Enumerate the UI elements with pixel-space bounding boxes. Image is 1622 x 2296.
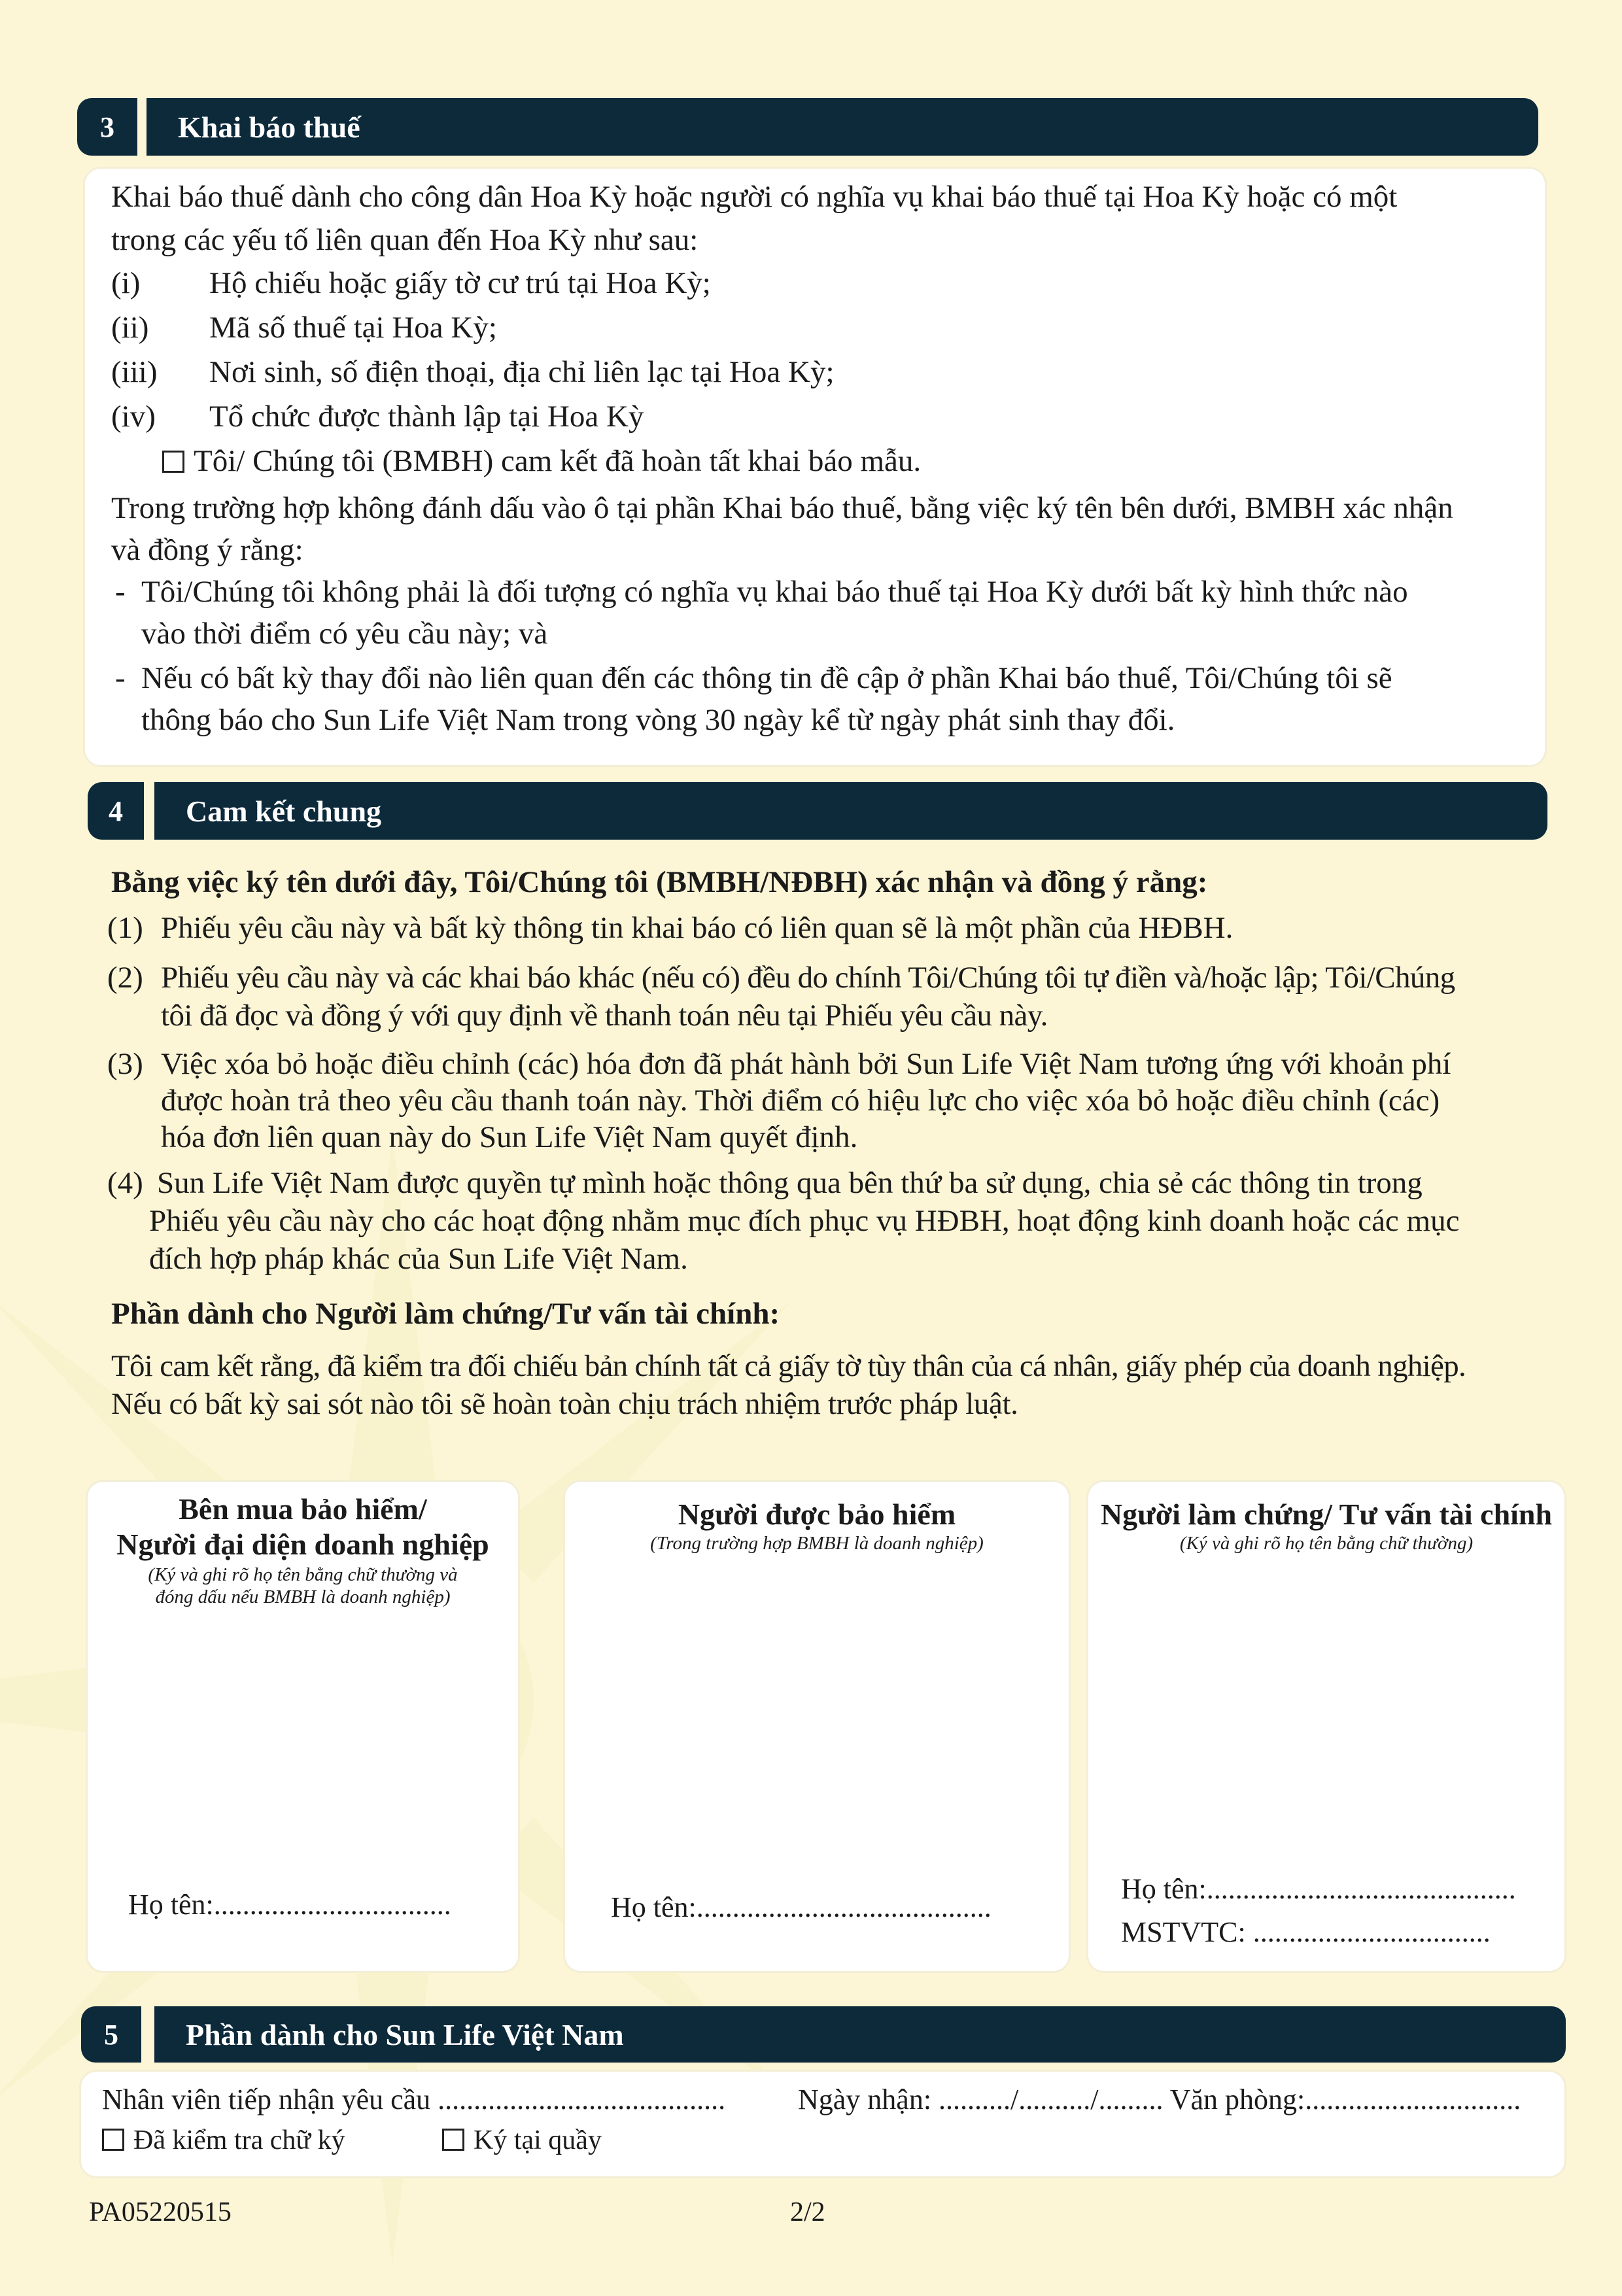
section-4-number: 4: [88, 782, 144, 840]
insured-name-field[interactable]: Họ tên:.........................................: [611, 1891, 992, 1923]
commitment-4-line-3: đích hợp pháp khác của Sun Life Việt Nam.: [149, 1242, 688, 1276]
commitment-3-line-3: hóa đơn liên quan này do Sun Life Việt Nam quyết định.: [161, 1120, 858, 1154]
witness-tax-code-field[interactable]: MSTVTC: .................................: [1121, 1916, 1491, 1948]
section-4-title: Cam kết chung: [154, 782, 1547, 840]
received-date-office-field[interactable]: Ngày nhận: ........../........../......... Văn phòng:..............................: [798, 2083, 1521, 2116]
tax-item-marker: (iii): [111, 355, 158, 389]
buyer-signature-note-line-1: (Ký và ghi rõ họ tên bằng chữ thường và: [148, 1564, 458, 1585]
commitment-2-line-1: Phiếu yêu cầu này và các khai báo khác (nếu có) đều do chính Tôi/Chúng tôi tự điền và/hoặc lập; Tôi/Chúng: [161, 961, 1455, 995]
signature-checked-checkbox[interactable]: [102, 2129, 124, 2151]
signature-checked-label: Đã kiểm tra chữ ký: [133, 2125, 345, 2155]
insured-signature-title: Người được bảo hiểm: [678, 1498, 956, 1531]
buyer-signature-note-line-2: đóng dấu nếu BMBH là doanh nghiệp): [155, 1586, 451, 1607]
buyer-name-field[interactable]: Họ tên:.................................: [128, 1889, 451, 1921]
tax-declaration-checkbox-row[interactable]: [162, 439, 921, 483]
witness-name-field[interactable]: Họ tên:...........................................: [1121, 1873, 1516, 1905]
tax-intro-line-2: trong các yếu tố liên quan đến Hoa Kỳ như sau:: [111, 223, 699, 257]
commitment-3-line-1: Việc xóa bỏ hoặc điều chỉnh (các) hóa đơn đã phát hành bởi Sun Life Việt Nam tương ứng với khoản phí: [161, 1047, 1451, 1081]
tax-declaration-checkbox-label: Tôi/ Chúng tôi (BMBH) cam kết đã hoàn tất khai báo mẫu.: [194, 444, 922, 478]
tax-item-text: Mã số thuế tại Hoa Kỳ;: [209, 311, 497, 345]
witness-signature-note: (Ký và ghi rõ họ tên bằng chữ thường): [1179, 1533, 1474, 1554]
tax-item-text: Nơi sinh, số điện thoại, địa chỉ liên lạc tại Hoa Kỳ;: [209, 355, 835, 389]
signed-at-counter-checkbox[interactable]: [442, 2129, 464, 2151]
buyer-signature-title-line-1: Bên mua bảo hiểm/: [179, 1492, 427, 1526]
tax-bullet-1-line-1: Tôi/Chúng tôi không phải là đối tượng có nghĩa vụ khai báo thuế tại Hoa Kỳ dưới bất kỳ hình thức nào: [141, 575, 1408, 609]
tax-intro-line-1: Khai báo thuế dành cho công dân Hoa Kỳ hoặc người có nghĩa vụ khai báo thuế tại Hoa Kỳ hoặc có một: [111, 180, 1398, 214]
tax-bullet-2-line-1: Nếu có bất kỳ thay đổi nào liên quan đến các thông tin đề cập ở phần Khai báo thuế, Tôi/Chúng tôi sẽ: [141, 661, 1392, 695]
tax-item-text: Hộ chiếu hoặc giấy tờ cư trú tại Hoa Kỳ;: [209, 266, 711, 300]
commitment-marker: (4): [107, 1166, 143, 1200]
receiving-staff-field[interactable]: Nhân viên tiếp nhận yêu cầu ........................................: [102, 2083, 726, 2116]
witness-statement-line-2: Nếu có bất kỳ sai sót nào tôi sẽ hoàn toàn chịu trách nhiệm trước pháp luật.: [111, 1387, 1018, 1421]
buyer-signature-title-line-2: Người đại diện doanh nghiệp: [116, 1528, 489, 1561]
witness-heading: Phần dành cho Người làm chứng/Tư vấn tài chính:: [111, 1297, 780, 1331]
commitment-1-line-1: Phiếu yêu cầu này và bất kỳ thông tin khai báo có liên quan sẽ là một phần của HĐBH.: [161, 911, 1234, 945]
tax-bullet-2-line-2: thông báo cho Sun Life Việt Nam trong vòng 30 ngày kể từ ngày phát sinh thay đổi.: [141, 703, 1175, 737]
section-5-number: 5: [81, 2006, 141, 2063]
commitment-4-line-2: Phiếu yêu cầu này cho các hoạt động nhằm mục đích phục vụ HĐBH, hoạt động kinh doanh hoặc các mục: [149, 1204, 1460, 1238]
commitment-2-line-2: tôi đã đọc và đồng ý với quy định về thanh toán nêu tại Phiếu yêu cầu này.: [161, 999, 1048, 1033]
signature-checked-row[interactable]: [102, 2119, 345, 2162]
page-number: 2/2: [790, 2197, 825, 2227]
insured-signature-note: (Trong trường hợp BMBH là doanh nghiệp): [650, 1533, 984, 1554]
tax-note-line-1: Trong trường hợp không đánh dấu vào ô tại phần Khai báo thuế, bằng việc ký tên bên dưới, BMBH xác nhận: [111, 491, 1453, 525]
tax-item-marker: (i): [111, 266, 141, 300]
tax-declaration-checkbox[interactable]: [162, 451, 184, 473]
tax-note-line-2: và đồng ý rằng:: [111, 533, 303, 567]
bullet-dash: -: [115, 575, 126, 609]
section-3-number: 3: [77, 98, 137, 156]
bullet-dash: -: [115, 661, 126, 695]
tax-item-marker: (iv): [111, 400, 156, 434]
signed-at-counter-row[interactable]: [442, 2119, 602, 2162]
form-code: PA05220515: [89, 2197, 232, 2227]
section-5-title: Phần dành cho Sun Life Việt Nam: [154, 2006, 1566, 2063]
witness-signature-title: Người làm chứng/ Tư vấn tài chính: [1100, 1498, 1553, 1531]
commitment-marker: (3): [107, 1047, 143, 1081]
commitment-marker: (2): [107, 961, 143, 995]
tax-bullet-1-line-2: vào thời điểm có yêu cầu này; và: [141, 617, 548, 651]
commitment-marker: (1): [107, 911, 143, 945]
tax-item-marker: (ii): [111, 311, 149, 345]
tax-item-text: Tổ chức được thành lập tại Hoa Kỳ: [209, 400, 644, 434]
section-3-title: Khai báo thuế: [147, 98, 1538, 156]
commitment-3-line-2: được hoàn trả theo yêu cầu thanh toán này. Thời điểm có hiệu lực cho việc xóa bỏ hoặc điều chỉnh (các): [161, 1084, 1440, 1118]
witness-statement-line-1: Tôi cam kết rằng, đã kiểm tra đối chiếu bản chính tất cả giấy tờ tùy thân của cá nhân, giấy phép của doanh nghiệp.: [111, 1349, 1466, 1383]
general-commitment-lead: Bằng việc ký tên dưới đây, Tôi/Chúng tôi (BMBH/NĐBH) xác nhận và đồng ý rằng:: [111, 865, 1208, 899]
commitment-4-line-1: Sun Life Việt Nam được quyền tự mình hoặc thông qua bên thứ ba sử dụng, chia sẻ các thông tin trong: [157, 1166, 1423, 1200]
signed-at-counter-label: Ký tại quầy: [474, 2125, 602, 2155]
